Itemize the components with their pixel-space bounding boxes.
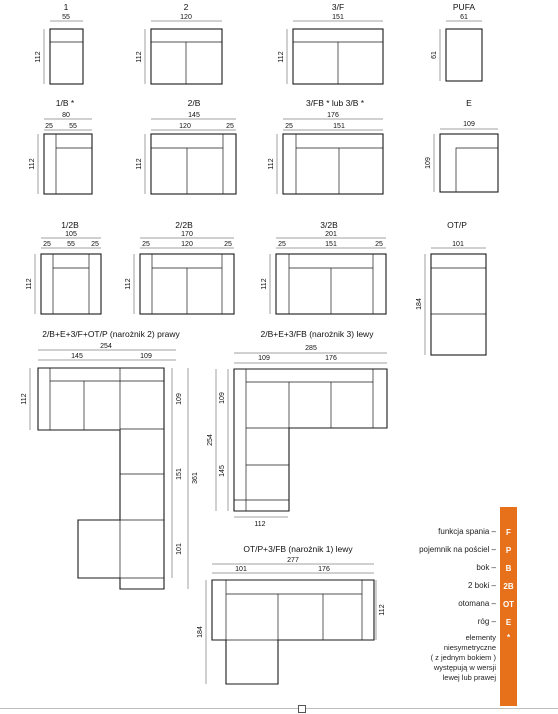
legend-note xyxy=(402,633,496,683)
depth-label: 112 xyxy=(26,278,33,290)
corner-3-configuration xyxy=(207,329,387,528)
legend-code-b: B xyxy=(505,564,512,573)
total-label: 277 xyxy=(287,557,299,564)
side-left-label: 25 xyxy=(43,241,51,248)
legend-code-asterisk: * xyxy=(506,633,511,642)
total-label: 170 xyxy=(181,231,193,238)
depth-label: 112 xyxy=(29,158,36,170)
module-title: 1/2B xyxy=(61,220,79,230)
total-label: 254 xyxy=(100,343,112,350)
depth-label: 112 xyxy=(136,158,143,170)
config-title: 2/B+E+3/F+OT/P (narożnik 2) prawy xyxy=(42,329,180,339)
side-label: 25 xyxy=(285,123,293,130)
legend xyxy=(402,523,496,683)
legend-label: 2 boki xyxy=(467,581,490,590)
legend-item-two-sides: 2 boki – xyxy=(467,581,496,590)
legend-label: bok xyxy=(476,563,490,572)
footer-divider xyxy=(0,708,558,709)
left-2-label: 145 xyxy=(219,465,226,477)
depth-label: 112 xyxy=(35,51,42,63)
side-label: 25 xyxy=(226,123,234,130)
corner-2-configuration xyxy=(21,329,199,589)
module-title: 3/F xyxy=(331,2,345,12)
width-label: 120 xyxy=(180,14,192,21)
module-e xyxy=(425,98,498,192)
width-b-label: 176 xyxy=(318,566,330,573)
side-right-label: 25 xyxy=(224,241,232,248)
module-3-2b xyxy=(261,220,386,314)
seat-label: 55 xyxy=(69,123,77,130)
config-title: 2/B+E+3/FB (narożnik 3) lewy xyxy=(260,329,374,339)
width-a-label: 101 xyxy=(235,566,247,573)
module-2-2b xyxy=(125,220,234,314)
note-line: niesymetryczne xyxy=(443,643,496,652)
width-b-label: 176 xyxy=(325,355,337,362)
module-title: 2/2B xyxy=(175,220,193,230)
legend-item-sleep-function: funkcja spania – xyxy=(438,527,496,536)
depth-label: 61 xyxy=(431,51,438,59)
depth-label: 112 xyxy=(125,278,132,290)
note-line: elementy xyxy=(465,633,496,642)
note-line: występują w wersji xyxy=(433,663,496,672)
module-1b xyxy=(29,98,92,194)
left-depth-label: 184 xyxy=(197,626,204,638)
width-label: 151 xyxy=(332,14,344,21)
module-3f xyxy=(278,2,383,84)
right-1-label: 109 xyxy=(176,393,183,405)
legend-item-side: bok – xyxy=(476,563,496,572)
width-a-label: 145 xyxy=(71,353,83,360)
legend-code-2b: 2B xyxy=(503,582,514,591)
side-right-label: 25 xyxy=(91,241,99,248)
legend-code-e: E xyxy=(505,618,512,627)
module-title: 2 xyxy=(183,2,189,12)
total-label: 285 xyxy=(305,345,317,352)
total-v-label: 361 xyxy=(192,472,199,484)
seat-label: 120 xyxy=(181,241,193,248)
legend-code-f: F xyxy=(506,528,511,537)
depth-label: 112 xyxy=(278,51,285,63)
depth-label: 112 xyxy=(379,604,386,616)
legend-label: otomana xyxy=(458,599,490,608)
legend-code-ot: OT xyxy=(502,600,515,609)
note-line: lewej lub prawej xyxy=(442,673,496,682)
module-title: 2/B xyxy=(187,98,201,108)
width-a-label: 109 xyxy=(258,355,270,362)
module-title: PUFA xyxy=(452,2,476,12)
config-title: OT/P+3/FB (narożnik 1) lewy xyxy=(243,544,353,554)
right-3-label: 101 xyxy=(176,543,183,555)
depth-label: 112 xyxy=(268,158,275,170)
legend-item-ottoman: otomana – xyxy=(458,599,496,608)
module-title: 1/B * xyxy=(55,98,75,108)
total-v-label: 254 xyxy=(207,434,214,446)
width-label: 109 xyxy=(463,121,475,128)
module-title: E xyxy=(466,98,472,108)
module-3fb xyxy=(268,98,383,194)
seat-label: 120 xyxy=(179,123,191,130)
module-title: 3/FB * lub 3/B * xyxy=(305,98,365,108)
footer-marker xyxy=(298,705,306,713)
side-label: 25 xyxy=(45,123,53,130)
seat-label: 151 xyxy=(325,241,337,248)
depth-label: 112 xyxy=(21,393,28,405)
seat-label: 55 xyxy=(67,241,75,248)
depth-label: 109 xyxy=(425,157,432,169)
legend-item-corner: róg – xyxy=(477,617,496,626)
width-label: 55 xyxy=(62,14,70,21)
legend-label: róg xyxy=(477,617,490,626)
total-label: 145 xyxy=(188,112,200,119)
total-label: 201 xyxy=(325,231,337,238)
total-label: 80 xyxy=(62,112,70,119)
module-ot-p xyxy=(416,220,486,355)
module-title: OT/P xyxy=(447,220,467,230)
note-line: ( z jednym bokiem ) xyxy=(430,653,496,662)
width-label: 101 xyxy=(452,241,464,248)
module-2b xyxy=(136,98,236,194)
depth-label: 184 xyxy=(416,298,423,310)
module-2 xyxy=(136,2,222,84)
side-right-label: 25 xyxy=(375,241,383,248)
bottom-label: 112 xyxy=(254,521,266,528)
total-label: 105 xyxy=(65,231,77,238)
depth-label: 112 xyxy=(136,51,143,63)
side-left-label: 25 xyxy=(142,241,150,248)
right-2-label: 151 xyxy=(176,468,183,480)
module-title: 3/2B xyxy=(320,220,338,230)
total-label: 176 xyxy=(327,112,339,119)
module-1-2b xyxy=(26,220,101,314)
module-pufa xyxy=(431,2,482,81)
legend-item-bedding-container: pojemnik na pościel – xyxy=(419,545,496,554)
legend-code-p: P xyxy=(505,546,512,555)
width-label: 61 xyxy=(460,14,468,21)
depth-label: 112 xyxy=(261,278,268,290)
legend-label: pojemnik na pościel xyxy=(419,545,490,554)
width-b-label: 109 xyxy=(140,353,152,360)
module-1 xyxy=(35,2,83,84)
legend-label: funkcja spania xyxy=(438,527,490,536)
side-left-label: 25 xyxy=(278,241,286,248)
left-1-label: 109 xyxy=(219,392,226,404)
seat-label: 151 xyxy=(333,123,345,130)
module-title: 1 xyxy=(63,2,69,12)
corner-1-configuration xyxy=(197,544,386,684)
